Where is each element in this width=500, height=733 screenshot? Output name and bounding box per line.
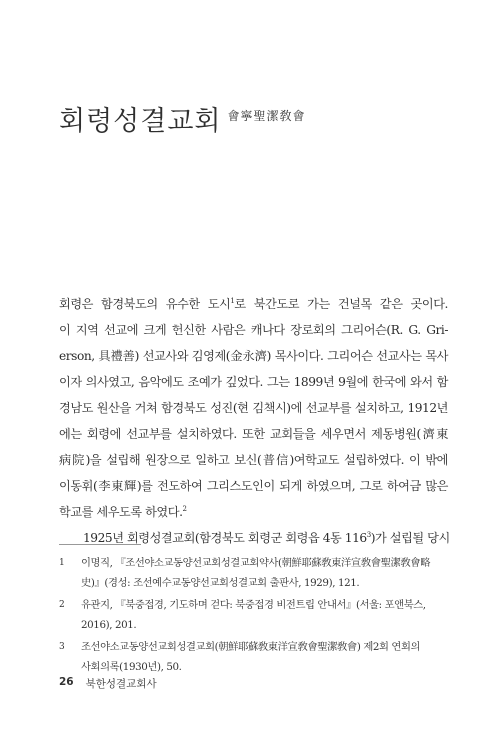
footnote-line: 2016), 201. bbox=[81, 619, 137, 631]
page-footer bbox=[59, 676, 157, 691]
footnote-item bbox=[59, 637, 448, 677]
footnote-ref-3[interactable]: 3 bbox=[366, 530, 371, 539]
body-line: 이동휘(李東輝)를 전도하여 그리스도인이 되게 하였으며, 그로 하여금 많은 bbox=[59, 479, 448, 493]
body-line: erson, 具禮善) 선교사와 김영제(金永濟) 목사이다. 그리어슨 선교사는 목사 bbox=[59, 349, 448, 363]
body-text bbox=[59, 291, 448, 551]
body-line: 이자 의사였고, 음악에도 조예가 깊었다. 그는 1899년 9월에 한국에 와서 함 bbox=[59, 375, 448, 389]
footnote-line: 史)』(경성: 조선예수교동양선교회성결교회 출판사, 1929), 121. bbox=[81, 577, 360, 589]
footnote-line: 유관지, 『북중접경, 기도하며 걷다: 북중접경 비전트립 안내서』(서울: 포앤북스, bbox=[81, 599, 426, 611]
footnote-ref-2[interactable]: 2 bbox=[182, 504, 187, 513]
footnote-line: 이명직, 『조선야소교동양선교회성결교회약사(朝鮮耶蘇敎東洋宣敎會聖潔敎會略 bbox=[81, 557, 431, 569]
footnote-number: 2 bbox=[59, 600, 65, 610]
footnote-number: 3 bbox=[59, 642, 65, 652]
footnote-ref-1[interactable]: 1 bbox=[230, 296, 235, 305]
footnote-divider bbox=[59, 544, 141, 545]
page-title: 회령성결교회 bbox=[59, 106, 222, 137]
footnote-item bbox=[59, 553, 448, 593]
page-number: 26 bbox=[59, 676, 74, 688]
footnote-line: 조선야소교동양선교회성결교회(朝鮮耶蘇敎東洋宣敎會聖潔敎會) 제2회 연회의 bbox=[81, 641, 421, 653]
body-line: 이 지역 선교에 크게 헌신한 사람은 캐나다 장로회의 그리어슨(R. G. Gri- bbox=[59, 323, 448, 337]
body-line: 病院)을 설립해 원장으로 일하고 보신(普信)여학교도 설립하였다. 이 밖에 bbox=[59, 453, 448, 467]
footnote-number: 1 bbox=[59, 558, 65, 568]
chapter-heading bbox=[59, 106, 306, 138]
body-line: 에는 회령에 선교부를 설치하였다. 또한 교회들을 세우면서 제동병원(濟東 bbox=[59, 427, 448, 441]
footnote-line: 사회의록(1930년), 50. bbox=[81, 661, 182, 673]
body-line: 학교를 세우도록 하였다.$^2$ bbox=[59, 504, 187, 519]
footnotes bbox=[59, 553, 448, 679]
body-line: 회령은 함경북도의 유수한 도시$^1$로 북간도로 가는 건널목 같은 곳이다. bbox=[59, 296, 448, 311]
book-title: 북한성결교회사 bbox=[85, 678, 157, 690]
paragraph-1 bbox=[59, 291, 448, 525]
footnote-item bbox=[59, 595, 448, 635]
body-line: 경남도 원산을 거쳐 함경북도 성진(현 김책시)에 선교부를 설치하고, 1912년 bbox=[59, 401, 448, 415]
body-line: 1925년 회령성결교회(함경북도 회령군 회령읍 4동 $116^3$)가 설립될 당시 bbox=[83, 530, 450, 545]
page-title-hanja: 會寧聖潔敎會 bbox=[227, 109, 306, 123]
paragraph-2 bbox=[59, 525, 448, 551]
